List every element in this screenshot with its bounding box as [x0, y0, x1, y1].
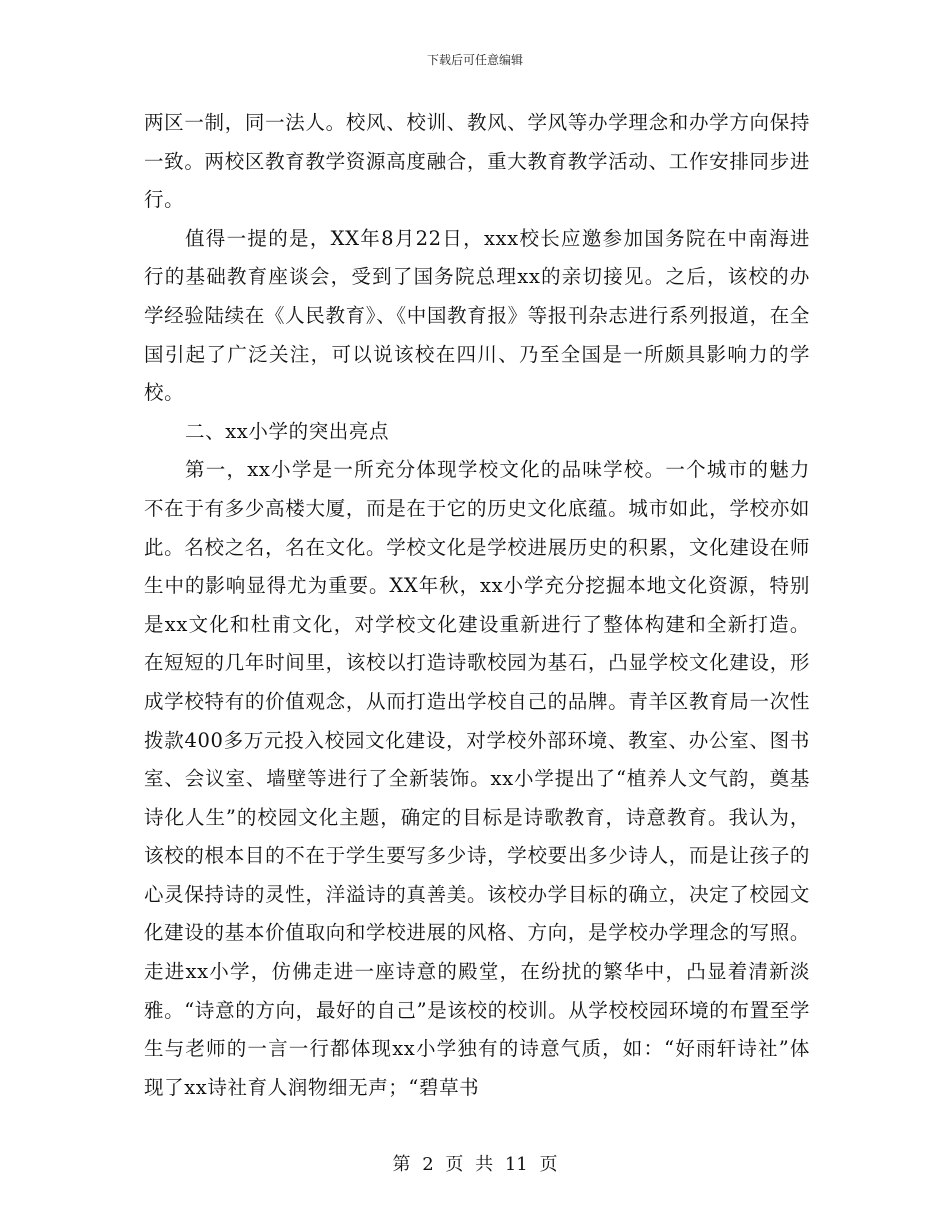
- document-body: [144, 104, 810, 1107]
- page-footer: 第 2 页 共 11 页: [392, 1154, 558, 1175]
- paragraph-2: 值得一提的是，XX年8月22日，xxx校长应邀参加国务院在中南海进行的基础教育座谈会，受到了国务院总理xx的亲切接见。之后，该校的办学经验陆续在《人民教育》、《中国教育报》等报刊杂志进行系列报道，在全国引起了广泛关注，可以说该校在四川、乃至全国是一所颇具影响力的学校。: [144, 226, 810, 405]
- paragraph-3: 第一，xx小学是一所充分体现学校文化的品味学校。一个城市的魅力不在于有多少高楼大厦，而是在于它的历史文化底蕴。城市如此，学校亦如此。名校之名，名在文化。学校文化是学校进展历史的积累，文化建设在师生中的影响显得尤为重要。XX年秋，xx小学充分挖掘本地文化资源，特别是xx文化和杜甫文化，对学校文化建设重新进行了整体构建和全新打造。在短短的几年时间里，该校以打造诗歌校园为基石，凸显学校文化建设，形成学校特有的价值观念，从而打造出学校自己的品牌。青羊区教育局一次性拨款400多万元投入校园文化建设，对学校外部环境、教室、办公室、图书室、会议室、墙壁等进行了全新装饰。xx小学提出了“植养人文气韵，奠基诗化人生”的校园文化主题，确定的目标是诗歌教育，诗意教育。我认为，该校的根本目的不在于学生要写多少诗，学校要出多少诗人，而是让孩子的心灵保持诗的灵性，洋溢诗的真善美。该校办学目标的确立，决定了校园文化建设的基本价值取向和学校进展的风格、方向，是学校办学理念的写照。走进xx小学，仿佛走进一座诗意的殿堂，在纷扰的繁华中，凸显着清新淡雅。“诗意的方向，最好的自己”是该校的校训。从学校校园环境的布置至学生与老师的一言一行都体现xx小学独有的诗意气质，如：“好雨轩诗社”体现了xx诗社育人润物细无声；“碧草书: [144, 458, 810, 1099]
- paragraph-1: 两区一制，同一法人。校风、校训、教风、学风等办学理念和办学方向保持一致。两校区教育教学资源高度融合，重大教育教学活动、工作安排同步进行。: [144, 111, 810, 212]
- section-heading: 二、xx小学的突出亮点: [185, 419, 390, 443]
- page-header: 下载后可任意编辑: [426, 53, 523, 67]
